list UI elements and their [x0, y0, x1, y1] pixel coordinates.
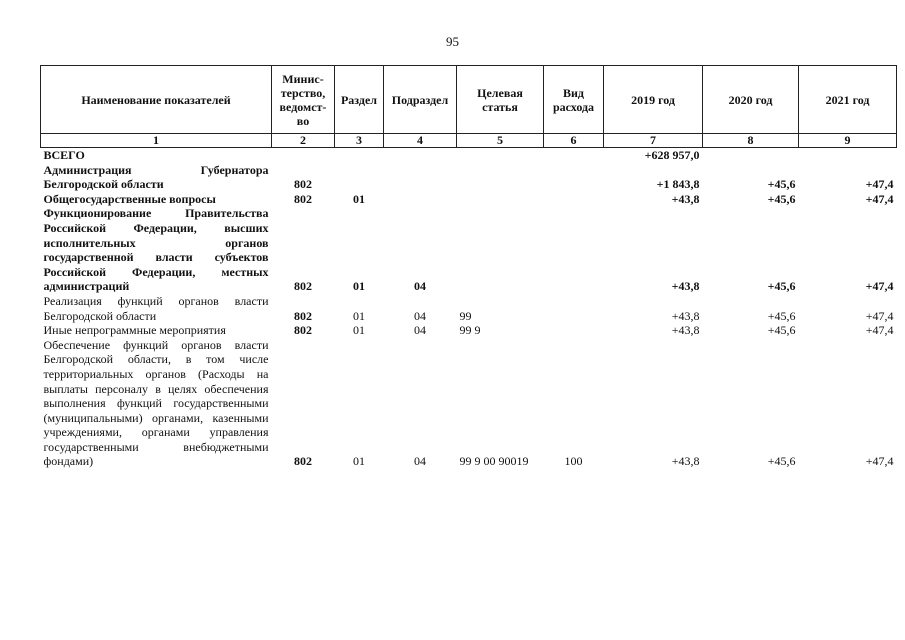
header-ministry: Минис-терство, ведомст-во — [272, 66, 335, 134]
cell-2020: +45,6 — [767, 177, 796, 192]
cell-section: 01 — [353, 279, 365, 294]
cell-2021: +47,4 — [865, 191, 894, 206]
column-number: 9 — [799, 134, 897, 148]
cell-subsection: 04 — [414, 308, 426, 323]
cell-expense-type — [544, 294, 604, 323]
cell-expense-type — [544, 323, 604, 338]
column-number: 8 — [703, 134, 799, 148]
table-row — [41, 163, 897, 192]
column-number-row — [41, 134, 897, 148]
cell-2020: +45,6 — [767, 308, 796, 323]
cell-2019: +1 843,8 — [656, 177, 700, 192]
column-number: 6 — [544, 134, 604, 148]
cell-2020: +45,6 — [767, 191, 796, 206]
header-expense-type: Вид расхода — [544, 66, 604, 134]
cell-expense-type — [544, 206, 604, 294]
cell-2021: +47,4 — [865, 177, 894, 192]
cell-expense-type — [544, 148, 604, 163]
cell-2019: +43,8 — [671, 279, 700, 294]
row-name: Функционирование Правительства Российской Федерации, высших исполнительных органов государственной власти субъектов Российской Федерации, местных администраций — [43, 206, 269, 294]
column-number: 7 — [604, 134, 703, 148]
cell-ministry: 802 — [294, 308, 312, 323]
budget-table — [40, 65, 897, 469]
page-number: 95 — [446, 34, 459, 49]
cell-2021: +47,4 — [865, 323, 894, 338]
table-row-total — [41, 148, 897, 163]
table-row — [41, 192, 897, 207]
cell-expense-type — [544, 192, 604, 207]
cell-2019: +43,8 — [671, 191, 700, 206]
header-2021: 2021 год — [799, 66, 897, 134]
header-row — [41, 66, 897, 134]
cell-2019: +43,8 — [671, 454, 700, 469]
header-2019: 2019 год — [604, 66, 703, 134]
cell-2020 — [703, 148, 799, 163]
cell-2019: +628 957,0 — [644, 148, 700, 162]
cell-subsection: 04 — [414, 279, 426, 294]
cell-target — [457, 148, 544, 163]
cell-expense-type — [544, 163, 604, 192]
cell-2020: +45,6 — [767, 279, 796, 294]
header-name: Наименование показателей — [41, 66, 272, 134]
cell-2019: +43,8 — [671, 308, 700, 323]
row-name: Общегосударственные вопросы — [43, 191, 216, 206]
column-number: 3 — [335, 134, 384, 148]
header-2020: 2020 год — [703, 66, 799, 134]
cell-subsection — [384, 148, 457, 163]
cell-expense-type: 100 — [564, 454, 583, 469]
cell-2019: +43,8 — [671, 323, 700, 338]
cell-ministry: 802 — [294, 279, 312, 294]
cell-section — [335, 163, 384, 192]
cell-section: 01 — [353, 323, 365, 338]
cell-section — [335, 148, 384, 163]
cell-2021: +47,4 — [865, 279, 894, 294]
cell-target: 99 — [459, 308, 472, 323]
cell-ministry: 802 — [294, 323, 312, 338]
cell-2021: +47,4 — [865, 308, 894, 323]
cell-section: 01 — [353, 454, 365, 469]
row-name: Реализация функций органов власти Белгородской области — [43, 293, 269, 323]
cell-target: 99 9 00 90019 — [459, 454, 529, 469]
column-number: 1 — [41, 134, 272, 148]
header-section: Раздел — [335, 66, 384, 134]
column-number: 2 — [272, 134, 335, 148]
cell-target — [457, 163, 544, 192]
row-name: Обеспечение функций органов власти Белгородской области, в том числе территориальных органов (Расходы на выплаты персоналу в целях обеспечения выполнения функций государственными (муниципальными) органами, казенными учреждениями, органами управления государственными внебюджетными фондами) — [43, 337, 269, 469]
cell-2021 — [799, 148, 897, 163]
cell-2020: +45,6 — [767, 323, 796, 338]
cell-ministry: 802 — [294, 191, 312, 206]
cell-subsection — [384, 163, 457, 192]
row-name: Иные непрограммные мероприятия — [43, 323, 226, 338]
table-row — [41, 294, 897, 323]
cell-target: 99 9 — [459, 323, 481, 338]
cell-ministry — [272, 148, 335, 163]
table-row — [41, 323, 897, 338]
table-row — [41, 206, 897, 294]
cell-2020: +45,6 — [767, 454, 796, 469]
row-name: ВСЕГО — [43, 148, 85, 162]
cell-subsection — [384, 192, 457, 207]
cell-section: 01 — [353, 308, 365, 323]
column-number: 5 — [457, 134, 544, 148]
cell-subsection: 04 — [414, 454, 426, 469]
column-number: 4 — [384, 134, 457, 148]
cell-ministry: 802 — [294, 454, 312, 469]
cell-target — [457, 192, 544, 207]
cell-section: 01 — [353, 191, 365, 206]
header-target: Целевая статья — [457, 66, 544, 134]
cell-subsection: 04 — [414, 323, 426, 338]
row-name: Администрация Губернатора Белгородской области — [43, 162, 269, 192]
table-row — [41, 338, 897, 469]
cell-target — [457, 206, 544, 294]
header-subsection: Подраздел — [384, 66, 457, 134]
cell-ministry: 802 — [294, 177, 312, 192]
cell-2021: +47,4 — [865, 454, 894, 469]
